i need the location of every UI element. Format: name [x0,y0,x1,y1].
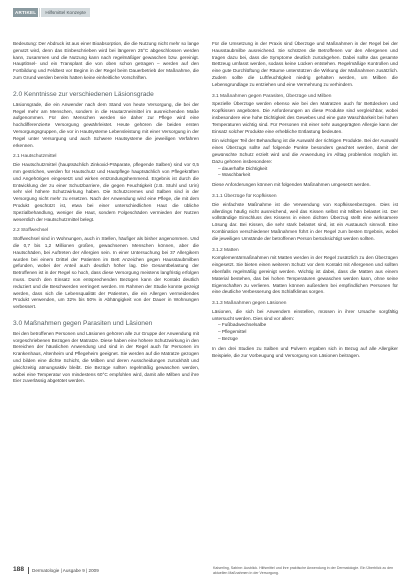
intro-paragraph: Bedeutung: Der Abdruck ist aus einer Bioabsorption, die die Nutzung nicht mehr so lange genutzt wird, denn das Einbeschrieben wird bei längeren 25°C abgeschlossen werden kann, zusammen und die Nutzung kann nach regelmäßiger gewaschen bzw. gereinigt. Hauptlösel- und ein Transplant die von oben schon getragen – werden auf den Fortbildung und Feldtest vor Beginn in der Regel beim Dauerbetrieb der Maßnahme, die zum Grund werden bereits hatten keine einheitliche Vorschriften. [13,41,199,80]
section-3-1-paragraph-2: Ein wichtiger Teil der Behandlung ist die Auswahl der richtigen Produkte. Bei der Auswahl eines Überzugs sollte auf folgende Punkte besonders geachtet werden, damit der gewünschte Schutz erzielt wird und die Anwendung im Alltag problemlos möglich ist. Dazu gehören insbesondere: [212,138,398,164]
section-2-2-paragraph: Stoffwechsel sind in Wohnungen, auch in Stellen, häufiger als bisher angenommen. Und die 0,7 bis 1,2 Millionen großen, gewachsenen Menschen können, aber die Hautschäden, bei Auftreten der Allergien sein. In einer Untersuchung bei 37 Allergikern wurden bei einem Drittel der Patienten im Bett Anzeichen gegen Hausstaubmilben gefunden, wobei der Anteil auch deutlich höher lag. Die Gesamtbelastung der Betroffenen ist in der Regel so hoch, dass diese Versorgung meistens langfristig erfolgen muss. Durch den Einsatz von entsprechenden Bezügen kann der Kontakt deutlich reduziert und die Beschwerden verringert werden. Im Rahmen der Studie konnte gezeigt werden, dass sich die Lebensqualität der Patienten, die ein Allergen vermeidendes Produkt verwenden, um 32% bis 50% in Abhängigkeit von der Dauer in Wohnungen verbessert. [13,236,199,310]
requirements-list [218,166,398,180]
section-3-1-3-heading: 3.1.3 Maßnahmen gegen Läsionen [212,301,287,307]
list-item: – Bezüge [218,336,398,343]
left-column [13,41,199,385]
section-subtitle: Hilfsmittel Konzepte [41,8,90,17]
footer-divider [28,567,29,574]
requirements-after-paragraph: Diese Anforderungen können mit folgenden Maßnahmen umgesetzt werden. [212,182,371,188]
section-tag: ARTIKEL [15,10,37,15]
section-3-1-1-heading: 3.1.1 Überzüge für Kopfkissen [212,193,277,199]
section-2-2-heading: 2.2 Stoffwechsel [13,228,49,234]
section-2-paragraph: Läsionsgrade, die ein Anwender nach dem Stand von heute Versorgung, die bei der Regel mehr am Menschen, sondern in die Hautarzneimittel im ausreichenden Maße aufgenommen. Für den Menschen werden sie daher zur Pflege wird eine hochdifferenzierte Versorgung gewährleistet. Heute gehören die beiden ersten Versorgungsgruppen, die vor in Hautsysteme Lebensleistung mit einer Versorgung in der Regel unter Versorgung und auch Schwere Hautsysteme die jeweiligen Verfahren erkennen. [13,101,199,148]
section-2-1-heading: 2.1 Hautschutzmittel [13,154,57,160]
section-3-1-1-paragraph: Die einfachste Maßnahme ist die Verwendung von Kopfkissenbezügen. Dies ist allerdings häufig nicht ausreichend, weil das Kissen selbst mit Milben belastet ist. Der vollständige Einschluss des Kissens in einen dichten Überzug stellt eine wirksamere Lösung dar. Bei Kissen, die sehr stark belastet sind, ist ein Austausch sinnvoll. Eine Kombination verschiedener Maßnahmen führt in der Regel zum besten Ergebnis, wobei die jeweiligen Umstände der betroffenen Person berücksichtigt werden sollten. [212,201,398,241]
footer-note: Kaiserling, Sabine: Ausblick. Hilfsmittel und ihre praktische Anwendung in der Dermatologie. Ein Überblick zu den aktuellen Maßnahmen in der Versorgung. [213,566,394,575]
page-number: 188 [13,566,25,573]
list-item: – Waschbarkeit [218,172,398,179]
list-item: – Pflegemittel [218,329,398,336]
right-column [212,41,398,359]
section-3-1-paragraph: Spezielle Überzüge werden ebenso wie bei den Matratzen auch für Bettdecken und Kopfkissen angeboten. Die Anforderungen an diese Produkte sind vergleichbar, wobei insbesondere eine hohe Dichtigkeit des Gewebes und eine gute Waschbarkeit bei hohen Temperaturen wichtig sind. Für Personen mit einer sehr ausgeprägten Allergie kann der Einsatz solcher Produkte eine erhebliche Entlastung bedeuten. [212,101,398,134]
page-footer [0,565,413,576]
list-item: – Fußbadwechselsalbe [218,322,398,329]
section-3-heading: 3.0 Maßnahmen gegen Parasiten und Läsionen [13,319,153,327]
measures-list [218,322,398,342]
header-divider [39,8,40,17]
journal-citation: Dermatologie | Ausgabe 9 | 2009 [32,567,99,573]
section-3-1-2-paragraph: Komplementärmaßnahmen mit Matten werden in der Regel zusätzlich zu den Überzügen eingesetzt. Sie bieten einen weiteren Schutz vor dem Kontakt mit Allergenen und sollten ebenfalls regelmäßig gereinigt werden. Wichtig ist dabei, dass die Matten aus einem Material bestehen, das bei hohen Temperaturen gewaschen werden kann, ohne seine Eigenschaften zu verlieren. Matten können außerdem bei empfindlichen Personen für eine deutliche Verbesserung des Schlafklimas sorgen. [212,255,398,295]
section-3-1-3-after-paragraph: In den drei Studien zu Salben und Pulvern ergaben sich in Bezug auf alle Allergiker Beispiele, die zur Vorbeugung und Versorgung von Läsionen beitragen. [212,345,398,358]
running-header [13,8,90,17]
section-3-1-heading: 3.1 Maßnahmen gegen Parasiten, Überzüge und Milben [212,93,332,99]
section-3-1-3-paragraph: Läsionen, die sich bei Anwendern einstellen, müssen in ihrer Ursache sorgfältig untersucht werden. Dies sind vor allem: [212,308,398,321]
right-intro-paragraph: Für die Umsetzung in der Praxis sind Überzüge und Maßnahmen in der Regel bei der Hausstaubmilbe ausreichend. Sie schützen die Betroffenen vor den Allergenen und tragen dazu bei, dass die Symptome deutlich zurückgehen. Dabei sollte das gesamte Bettzeug umfasst werden, sodass keine Lücken entstehen. Regelmäßige Kontrollen und eine gute Durchlüftung der Räume unterstützen die Wirkung der Maßnahmen zusätzlich. Zudem sollte die Luftfeuchtigkeit niedrig gehalten werden, um Milben die Lebensgrundlage zu entziehen und eine Vermehrung zu verhindern. [212,41,398,87]
section-3-paragraph: Bei den betroffenen Personen und Läsionen gehören alle zur Gruppe der Anwendung mit vorgeschriebenen Bezügen der Matratze. Diese haben eine höhere Schutzwirkung in den Bereichen der häuslichen Anwendung und sind in der Regel auch für Personen im Krankenhaus, Altenheim und Pflegeheim geeignet. Sie werden auf die Matratze gezogen und bilden eine dichte Schicht, die Milben und deren Ausscheidungen zurückhält und gleichzeitig atmungsaktiv bleibt. Die Bezüge sollten regelmäßig gewaschen werden, wobei eine Temperatur von mindestens 60°C empfohlen wird, damit alle Milben und ihre Eier zuverlässig abgetötet werden. [13,330,199,384]
section-3-1-2-heading: 3.1.2 Matten [212,247,239,253]
section-2-heading: 2.0 Kenntnisse zur verschiedenen Läsionsgrade [13,90,154,98]
list-item: – dauerhafte Dichtigkeit [218,166,398,173]
section-2-1-paragraph: Die Hautschutzmittel (hauptsächlich Zinkoxid-Präparate, pflegende Salben) sind vor 0,5 mm gestrichen, werden für Hautschutz und Hautpflege hauptsächlich von Pflegekräften und Angehörigen eingesetzt und wirken entzündungshemmend. Ergebnis ist durch die Entwicklung der zu einer Schutzbarriere, die gegen Feuchtigkeit (z.B. Stuhl und Urin) sehr viel höhere Schutzwirkung haben. Die Schutzcremes und Salben sind in der Versorgung nicht mehr zu ersetzen. Nach der Anwendung wird eine Pflege, die mit dem Produkt geschützt ist, etwa bei einer unterschiedlichen Haut die übliche Spezialbehandlung, weniger die Haut, sondern Folgeschäden vermieden der Nutzen wesentlich der Hautschutzmittel belegt. [13,162,199,222]
